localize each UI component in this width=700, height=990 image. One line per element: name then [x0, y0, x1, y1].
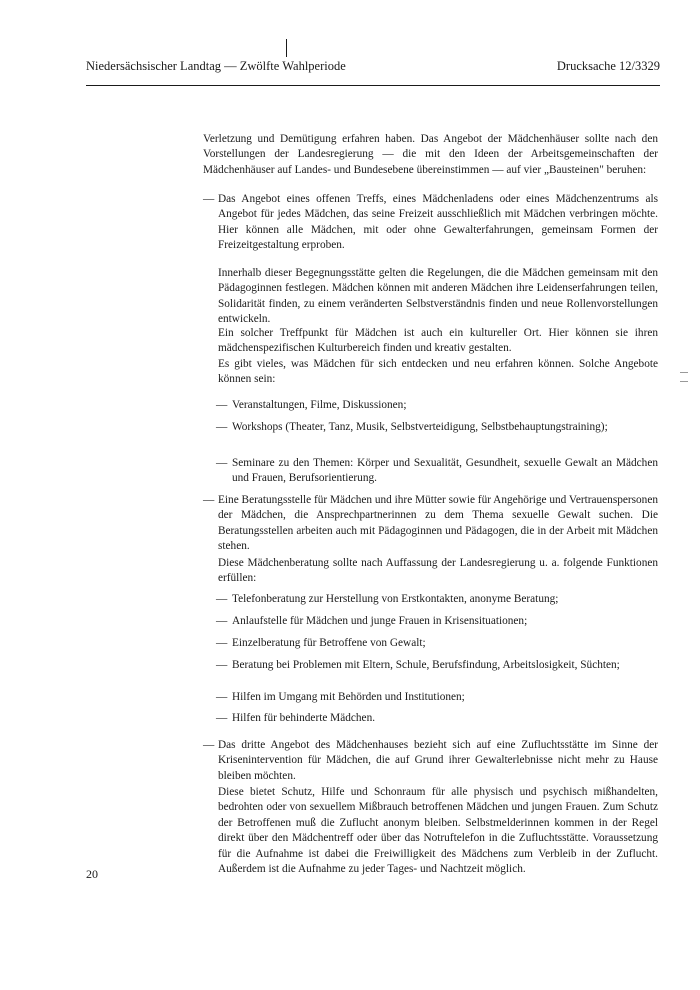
- dash-marker: —: [216, 637, 228, 649]
- list-item-text: Seminare zu den Themen: Körper und Sexualität, Gesundheit, sexuelle Gewalt an Mädchen und Frauen, Berufsorientierung.: [232, 457, 658, 485]
- paragraph-angebote: Es gibt vieles, was Mädchen für sich entdecken und neu erfahren können. Solche Angebote können sein:: [218, 358, 658, 386]
- bullet-zufluchtsstaette: [203, 738, 658, 784]
- intro-paragraph: Verletzung und Demütigung erfahren haben. Das Angebot der Mädchenhäuser sollte nach den Vorstellungen der Landesregierung — die mit den Ideen der Arbeitsgemeinschaften der Mädchenhäuser auf Landes- und Bundesebene übereinstimmen — auf vier „Bausteinen" beruhen:: [203, 133, 658, 176]
- list-item: [216, 592, 658, 607]
- dash-marker: —: [216, 421, 228, 433]
- bullet-beratungsstelle: [203, 493, 658, 555]
- list-item: [216, 398, 658, 413]
- list-item: [216, 711, 658, 726]
- list-item-text: Anlaufstelle für Mädchen und junge Frauen in Krisensituationen;: [232, 615, 528, 627]
- bullet-text: Das dritte Angebot des Mädchenhauses bezieht sich auf eine Zufluchtsstätte im Sinne der Krisenintervention für Mädchen, die auf Grund ihrer Gewalterlebnisse nicht mehr zu Hause bleiben möchten.: [218, 739, 658, 782]
- list-item-text: Veranstaltungen, Filme, Diskussionen;: [232, 399, 407, 411]
- list-item-text: Workshops (Theater, Tanz, Musik, Selbstverteidigung, Selbstbehauptungstraining);: [232, 421, 608, 433]
- dash-marker: —: [216, 615, 228, 627]
- list-item-text: Telefonberatung zur Herstellung von Erstkontakten, anonyme Beratung;: [232, 593, 559, 605]
- header-title: Niedersächsischer Landtag — Zwölfte Wahlperiode: [86, 59, 346, 73]
- bullet-text: Das Angebot eines offenen Treffs, eines Mädchenladens oder eines Mädchenzentrums als Angebot für jedes Mädchen, das seine Freizeit ausschließlich mit Mädchen verbringen möchte. Hier können alle Mädchen, mit oder ohne Gewalterfahrungen, gemeinsam Formen der Freizeitgestaltung erproben.: [218, 193, 658, 252]
- document-number: Drucksache 12/3329: [556, 59, 660, 73]
- paragraph-funktionen: Diese Mädchenberatung sollte nach Auffassung der Landesregierung u. a. folgende Funktionen erfüllen:: [218, 557, 658, 585]
- list-item: [216, 614, 658, 629]
- margin-mark: [680, 381, 688, 382]
- paragraph-begegnungsstaette: Innerhalb dieser Begegnungsstätte gelten die Regelungen, die die Mädchen gemeinsam mit den Pädagoginnen festlegen. Mädchen können mit anderen Mädchen ihre Leidenserfahrungen teilen, Solidarität finden, zu einem veränderten Selbstverständnis finden und neue Rollenvorstellungen entwickeln.: [218, 267, 658, 326]
- dash-marker: —: [203, 739, 215, 751]
- list-item-text: Hilfen für behinderte Mädchen.: [232, 712, 376, 724]
- paragraph-schutz: Diese bietet Schutz, Hilfe und Schonraum für alle physisch und psychisch mißhandelten, bedrohten oder von sexuellem Mißbrauch betroffenen Mädchen und jungen Frauen. Zum Schutz der Betroffenen muß die Zuflucht anonym bleiben. Selbstmelderinnen kommen in der Regel direkt über den Mädchentreff oder über das Notruftelefon in die Zufluchtsstätte. Voraussetzung für die Aufnahme ist dabei die Freiwilligkeit des Mädchens zum Verbleib in der Zuflucht. Außerdem ist die Aufnahme zu jeder Tages- und Nachtzeit möglich.: [218, 786, 658, 876]
- dash-marker: —: [216, 712, 228, 724]
- header-divider: [86, 85, 660, 86]
- page-number: 20: [86, 867, 98, 881]
- list-item-text: Beratung bei Problemen mit Eltern, Schule, Berufsfindung, Arbeitslosigkeit, Süchten;: [232, 659, 620, 671]
- dash-marker: —: [203, 193, 215, 205]
- margin-mark: [680, 372, 688, 373]
- list-item: [216, 690, 658, 705]
- bullet-offener-treff: [203, 192, 658, 254]
- list-item: [216, 636, 658, 651]
- list-item: [216, 658, 658, 673]
- list-item-text: Hilfen im Umgang mit Behörden und Institutionen;: [232, 691, 465, 703]
- dash-marker: —: [216, 399, 228, 411]
- paragraph-treffpunkt: Ein solcher Treffpunkt für Mädchen ist auch ein kultureller Ort. Hier können sie ihren mädchenspezifischen Kulturbereich finden und kreativ gestalten.: [218, 327, 658, 355]
- dash-marker: —: [216, 691, 228, 703]
- dash-marker: —: [203, 494, 215, 506]
- dash-marker: —: [216, 593, 228, 605]
- list-item: [216, 456, 658, 487]
- dash-marker: —: [216, 659, 228, 671]
- list-item-text: Einzelberatung für Betroffene von Gewalt;: [232, 637, 426, 649]
- list-item: [216, 420, 658, 435]
- scan-mark: [286, 39, 287, 57]
- dash-marker: —: [216, 457, 228, 469]
- bullet-text: Eine Beratungsstelle für Mädchen und ihre Mütter sowie für Angehörige und Vertrauenspersonen der Mädchen, die Ansprechpartnerinnen zu dem Thema sexuelle Gewalt suchen. Die Beratungsstellen arbeiten auch mit Pädagoginnen und Pädagogen, die in der Arbeit mit Mädchen stehen.: [218, 494, 658, 553]
